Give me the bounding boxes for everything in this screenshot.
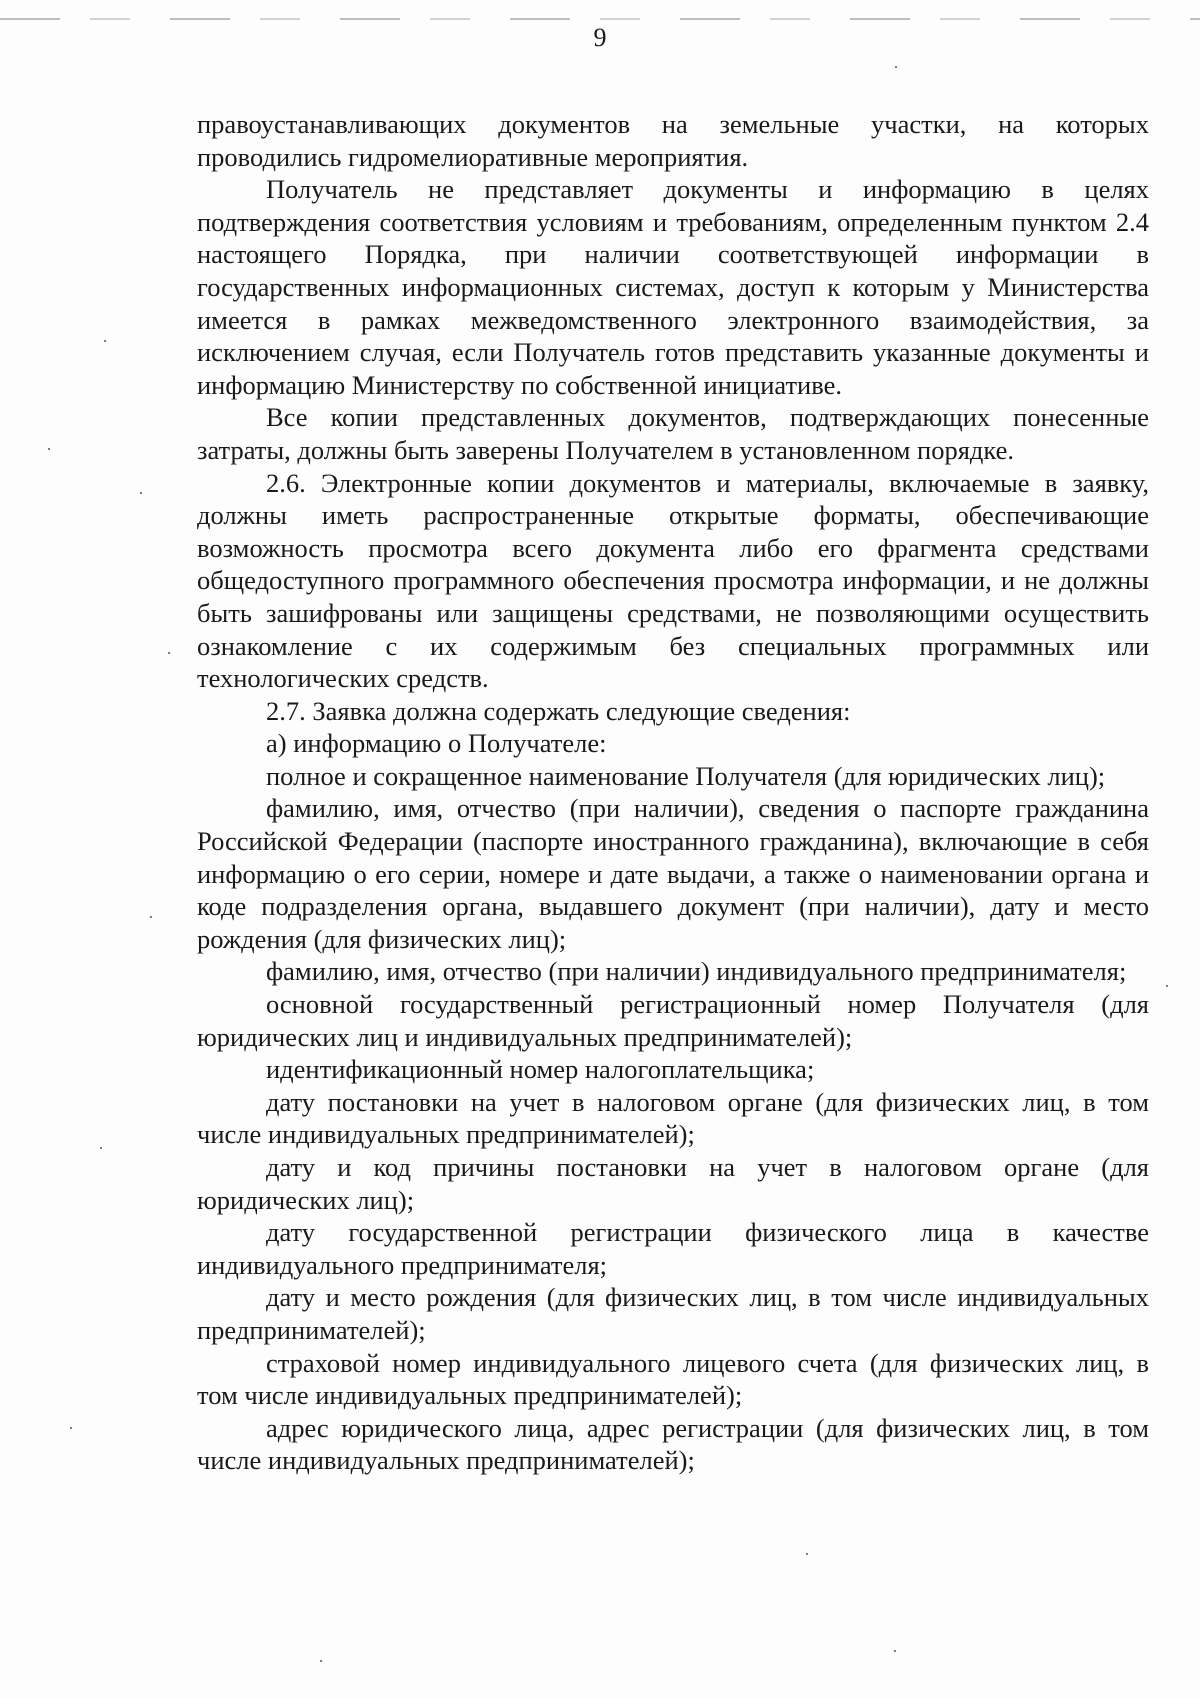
paragraph-8: фамилию, имя, отчество (при наличии), сведения о паспорте гражданина Российской Федерации (паспорте иностранного гражданина), включающие в себя информацию о его серии, номере и дате выдачи, а также о наименовании органа и коде подразделения органа, выдавшего документ (при наличии), дату и место рождения (для физических лиц); <box>197 793 1149 954</box>
paragraph-15: дату и место рождения (для физических лиц, в том числе индивидуальных предпринимателей); <box>197 1282 1149 1345</box>
paragraph-3: Все копии представленных документов, подтверждающих понесенные затраты, должны быть заверены Получателем в установленном порядке. <box>197 402 1149 465</box>
paragraph-14: дату государственной регистрации физического лица в качестве индивидуального предпринимателя; <box>197 1217 1149 1280</box>
scan-speck <box>895 66 897 68</box>
scan-speck <box>894 1650 896 1652</box>
paragraph-10: основной государственный регистрационный номер Получателя (для юридических лиц и индивидуальных предпринимателей); <box>197 989 1149 1052</box>
paragraph-5: 2.7. Заявка должна содержать следующие сведения: <box>266 695 851 726</box>
paragraph-4: 2.6. Электронные копии документов и материалы, включаемые в заявку, должны иметь распространенные открытые форматы, обеспечивающие возможность просмотра всего документа либо его фрагмента средствами общедоступного программного обеспечения просмотра информации, и не должны быть зашифрованы или защищены средствами, не позволяющими осуществить ознакомление с их содержимым без специальных программных или технологических средств. <box>197 467 1149 694</box>
paragraph-7: полное и сокращенное наименование Получателя (для юридических лиц); <box>266 760 1106 791</box>
paragraph-6: а) информацию о Получателе: <box>266 728 607 759</box>
scan-speck <box>168 652 170 654</box>
paragraph-11: идентификационный номер налогоплательщика; <box>266 1054 815 1085</box>
scan-speck <box>806 1553 808 1555</box>
paragraph-9: фамилию, имя, отчество (при наличии) индивидуального предпринимателя; <box>266 956 1127 987</box>
paragraph-1: правоустанавливающих документов на земельные участки, на которых проводились гидромелиоративные мероприятия. <box>197 109 1149 172</box>
scan-speck <box>320 1660 322 1662</box>
document-body <box>197 108 1149 1477</box>
paragraph-13: дату и код причины постановки на учет в налоговом органе (для юридических лиц); <box>197 1152 1149 1215</box>
scan-edge-artifact <box>0 18 1200 20</box>
page-number: 9 <box>593 23 607 52</box>
scan-speck <box>70 1427 72 1429</box>
paragraph-17: адрес юридического лица, адрес регистрации (для физических лиц, в том числе индивидуальных предпринимателей); <box>197 1412 1149 1476</box>
scan-speck <box>150 916 152 918</box>
scan-speck <box>48 448 50 450</box>
paragraph-2: Получатель не представляет документы и информацию в целях подтверждения соответствия условиям и требованиям, определенным пунктом 2.4 настоящего Порядка, при наличии соответствующей информации в государственных информационных системах, доступ к которым у Министерства имеется в рамках межведомственного электронного взаимодействия, за исключением случая, если Получатель готов представить указанные документы и информацию Министерству по собственной инициативе. <box>197 174 1149 400</box>
paragraph-16: страховой номер индивидуального лицевого счета (для физических лиц, в том числе индивидуальных предпринимателей); <box>197 1347 1149 1411</box>
scan-speck <box>100 1147 102 1149</box>
scan-speck <box>140 492 142 494</box>
scan-speck <box>104 340 106 342</box>
scan-speck <box>1166 985 1168 987</box>
paragraph-12: дату постановки на учет в налоговом органе (для физических лиц, в том числе индивидуальных предпринимателей); <box>197 1086 1149 1150</box>
